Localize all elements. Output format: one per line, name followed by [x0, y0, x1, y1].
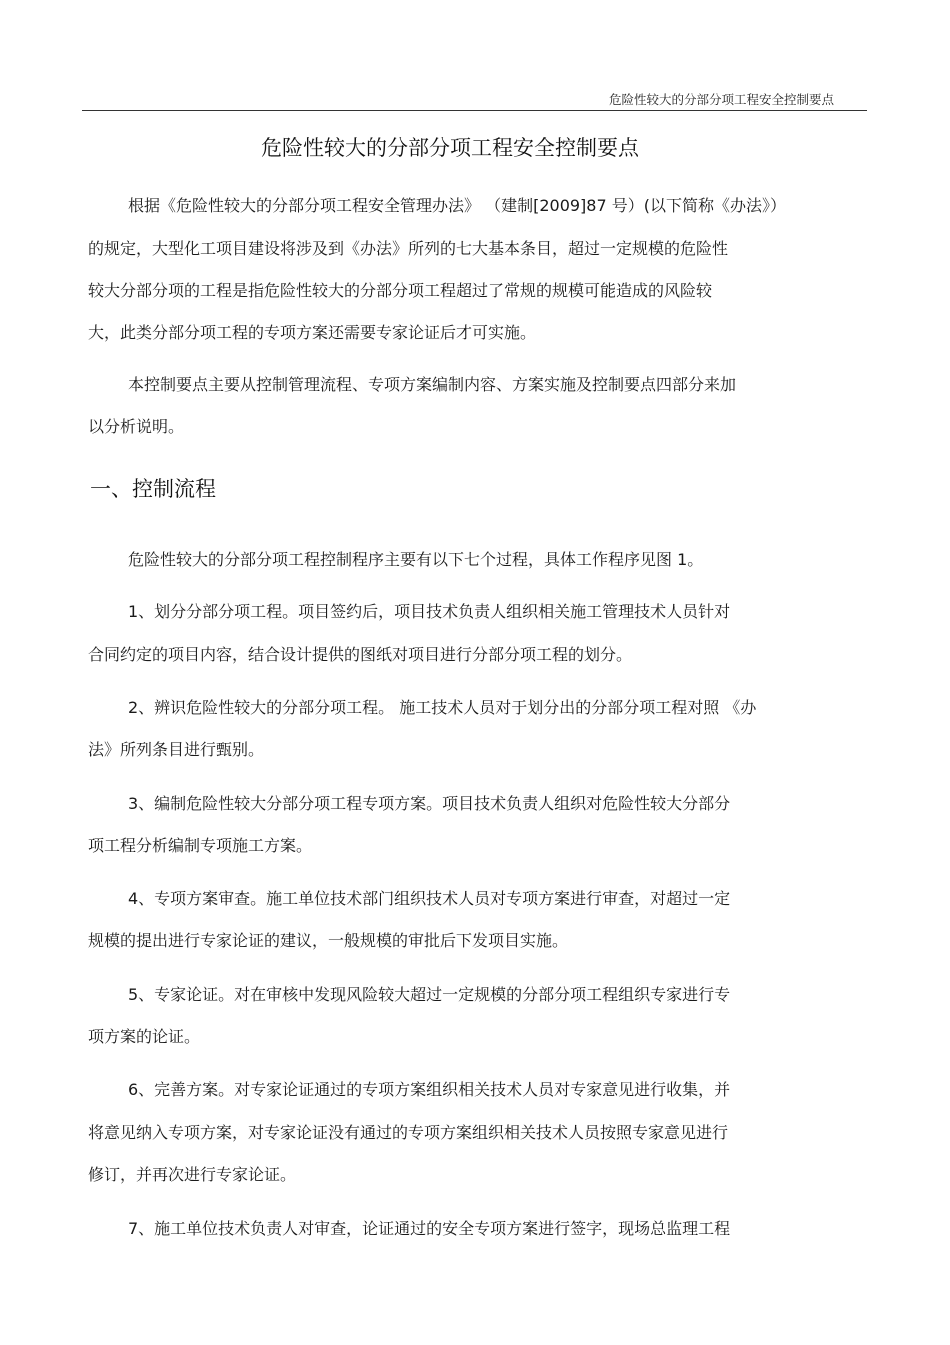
section-heading: 一、控制流程	[90, 477, 216, 501]
step-line: 3、编制危险性较大分部分项工程专项方案。项目技术负责人组织对危险性较大分部分	[128, 794, 731, 813]
step-line: 5、专家论证。对在审核中发现风险较大超过一定规模的分部分项工程组织专家进行专	[128, 985, 731, 1004]
step-line: 规模的提出进行专家论证的建议，一般规模的审批后下发项目实施。	[88, 931, 569, 950]
step-line: 4、专项方案审查。施工单位技术部门组织技术人员对专项方案进行审查，对超过一定	[128, 889, 731, 908]
paragraph-line: 根据《危险性较大的分部分项工程安全管理办法》 （建制[2009]87 号）(以下简称《办法》）	[128, 196, 786, 215]
page-header: 危险性较大的分部分项工程安全控制要点	[608, 92, 834, 107]
paragraph-line: 以分析说明。	[88, 417, 185, 436]
step-line: 修订，并再次进行专家论证。	[88, 1165, 297, 1184]
step-line: 2、辨识危险性较大的分部分项工程。 施工技术人员对于划分出的分部分项工程对照 《办	[128, 698, 757, 717]
header-divider	[82, 110, 867, 111]
paragraph-line: 大，此类分部分项工程的专项方案还需要专家论证后才可实施。	[88, 323, 537, 342]
step-line: 1、划分分部分项工程。项目签约后，项目技术负责人组织相关施工管理技术人员针对	[128, 602, 731, 621]
paragraph-line: 危险性较大的分部分项工程控制程序主要有以下七个过程，具体工作程序见图 1。	[128, 550, 704, 569]
paragraph-line: 本控制要点主要从控制管理流程、专项方案编制内容、方案实施及控制要点四部分来加	[128, 375, 737, 394]
step-line: 将意见纳入专项方案，对专家论证没有通过的专项方案组织相关技术人员按照专家意见进行	[88, 1123, 729, 1142]
step-line: 7、施工单位技术负责人对审查，论证通过的安全专项方案进行签字，现场总监理工程	[128, 1219, 731, 1238]
step-line: 合同约定的项目内容，结合设计提供的图纸对项目进行分部分项工程的划分。	[88, 645, 633, 664]
step-line: 6、完善方案。对专家论证通过的专项方案组织相关技术人员对专家意见进行收集，并	[128, 1080, 731, 1099]
document-title: 危险性较大的分部分项工程安全控制要点	[261, 136, 639, 160]
paragraph-line: 的规定，大型化工项目建设将涉及到《办法》所列的七大基本条目，超过一定规模的危险性	[88, 239, 729, 258]
step-line: 法》所列条目进行甄别。	[88, 740, 265, 759]
step-line: 项工程分析编制专项施工方案。	[88, 836, 313, 855]
paragraph-line: 较大分部分项的工程是指危险性较大的分部分项工程超过了常规的规模可能造成的风险较	[88, 281, 713, 300]
step-line: 项方案的论证。	[88, 1027, 201, 1046]
